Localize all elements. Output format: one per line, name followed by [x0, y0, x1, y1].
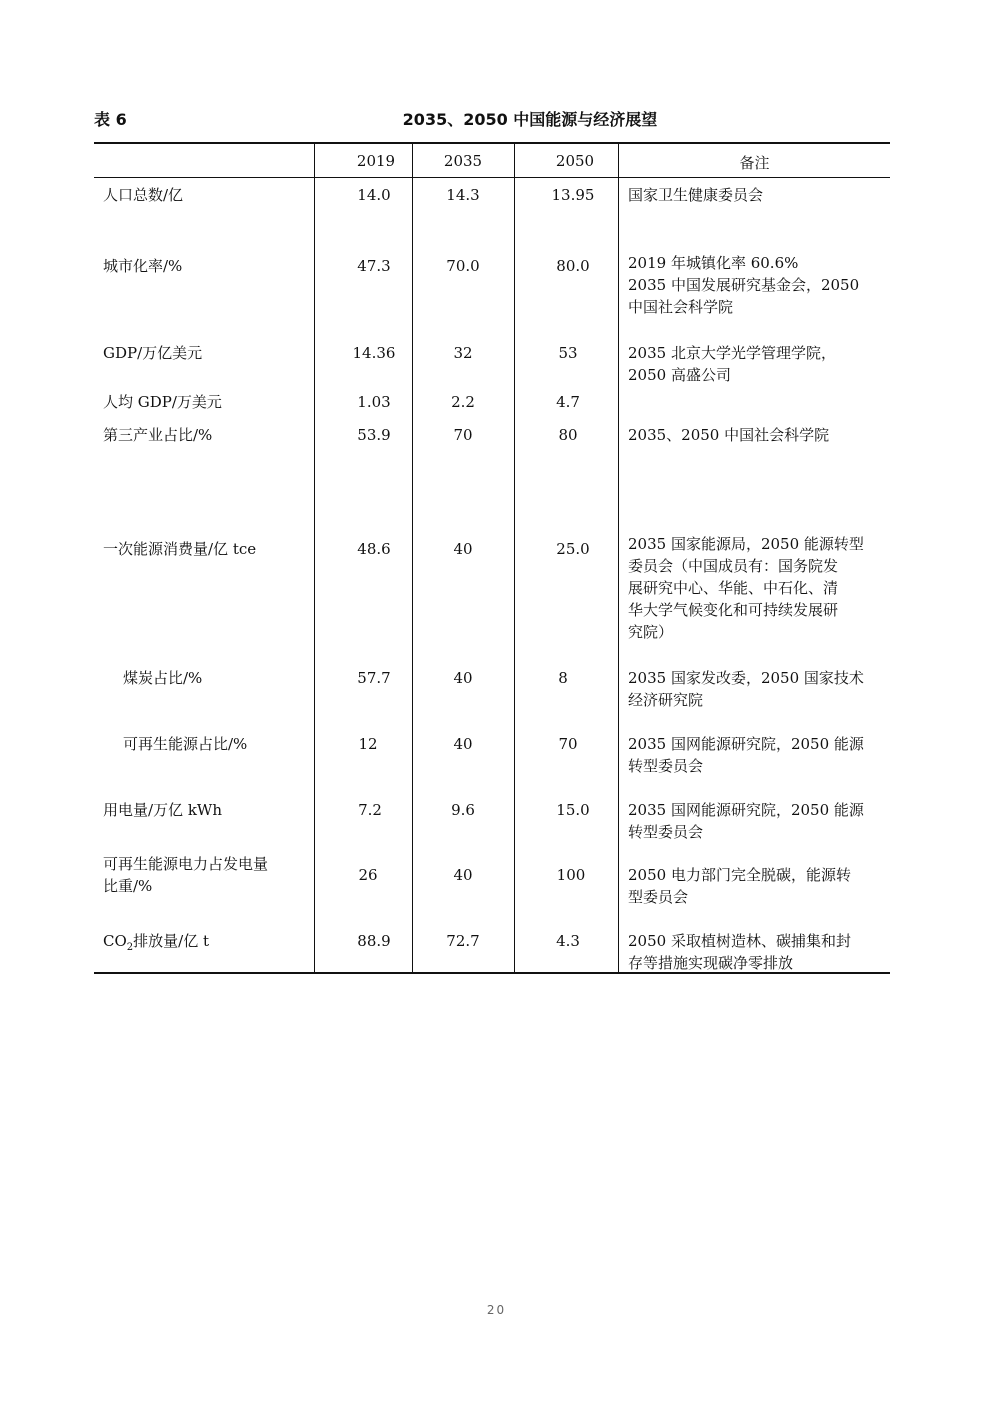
row-label: GDP/万亿美元 — [103, 344, 203, 362]
column-divider — [314, 144, 315, 972]
note-line: 国家卫生健康委员会 — [628, 186, 764, 204]
value-2019: 48.6 — [357, 540, 391, 558]
note-line: 型委员会 — [628, 888, 689, 906]
value-2050: 100 — [556, 866, 586, 884]
note-line: 2035 北京大学光学管理学院， — [628, 344, 836, 362]
note-line: 2050 高盛公司 — [628, 366, 731, 384]
value-2019: 57.7 — [357, 669, 391, 687]
row-note — [628, 799, 886, 843]
note-line: 2019 年城镇化率 60.6% — [628, 254, 799, 272]
row-label: 用电量/万亿 kWh — [103, 801, 222, 819]
value-2035: 40 — [453, 735, 473, 753]
header-2050: 2050 — [555, 152, 595, 170]
header-notes: 备注 — [739, 154, 770, 172]
row-label: 可再生能源占比/% — [123, 735, 248, 753]
value-2019: 12 — [358, 735, 378, 753]
value-2019: 47.3 — [357, 257, 391, 275]
row-label-text: 排放量/亿 t — [133, 932, 210, 950]
value-2050: 25.0 — [556, 540, 590, 558]
value-2035: 70.0 — [446, 257, 480, 275]
note-line: 2035 国网能源研究院，2050 能源 — [628, 801, 864, 819]
row-label — [103, 853, 311, 897]
note-line: 2050 电力部门完全脱碳，能源转 — [628, 866, 851, 884]
note-line: 华大学气候变化和可持续发展研 — [628, 601, 839, 619]
row-label: 人均 GDP/万美元 — [103, 393, 222, 411]
value-2035: 14.3 — [446, 186, 480, 204]
row-note — [628, 667, 886, 711]
note-line: 究院） — [628, 623, 674, 641]
note-line: 2035、2050 中国社会科学院 — [628, 426, 830, 444]
row-note — [628, 342, 886, 386]
note-line: 2035 国网能源研究院，2050 能源 — [628, 735, 864, 753]
note-line: 2035 国家能源局，2050 能源转型 — [628, 535, 864, 553]
table-top-rule — [94, 142, 890, 144]
note-line: 2050 采取植树造林、碳捕集和封 — [628, 932, 851, 950]
row-label — [103, 930, 311, 959]
value-2019: 7.2 — [358, 801, 382, 819]
note-line: 委员会（中国成员有：国务院发 — [628, 557, 839, 575]
note-line: 转型委员会 — [628, 823, 704, 841]
row-label: 人口总数/亿 — [103, 186, 184, 204]
value-2050: 13.95 — [551, 186, 595, 204]
value-2035: 70 — [453, 426, 473, 444]
value-2050: 4.7 — [556, 393, 580, 411]
note-line: 2035 中国发展研究基金会，2050 — [628, 276, 860, 294]
row-note — [628, 533, 886, 643]
row-label-line: 比重/% — [103, 877, 153, 895]
row-note — [628, 252, 886, 318]
note-line: 经济研究院 — [628, 691, 704, 709]
note-line: 2035 国家发改委，2050 国家技术 — [628, 669, 864, 687]
value-2050: 80 — [558, 426, 578, 444]
row-note — [628, 930, 886, 974]
value-2050: 4.3 — [556, 932, 580, 950]
co2-symbol: CO — [103, 932, 127, 950]
header-2035: 2035 — [443, 152, 483, 170]
value-2019: 1.03 — [357, 393, 391, 411]
note-line: 转型委员会 — [628, 757, 704, 775]
value-2050: 15.0 — [556, 801, 590, 819]
row-note — [628, 864, 886, 908]
row-note — [628, 424, 886, 446]
value-2035: 72.7 — [446, 932, 480, 950]
value-2050: 70 — [558, 735, 578, 753]
row-label-line: 可再生能源电力占发电量 — [103, 855, 269, 873]
value-2050: 8 — [558, 669, 568, 687]
value-2035: 9.6 — [451, 801, 475, 819]
value-2035: 32 — [453, 344, 473, 362]
value-2050: 53 — [558, 344, 578, 362]
value-2050: 80.0 — [556, 257, 590, 275]
value-2035: 2.2 — [451, 393, 475, 411]
co2-subscript: 2 — [126, 942, 134, 953]
note-line: 展研究中心、华能、中石化、清 — [628, 579, 839, 597]
value-2019: 14.36 — [352, 344, 396, 362]
table-title: 2035、2050 中国能源与经济展望 — [402, 110, 658, 129]
row-label: 煤炭占比/% — [123, 669, 203, 687]
value-2019: 14.0 — [357, 186, 391, 204]
value-2035: 40 — [453, 540, 473, 558]
value-2019: 26 — [358, 866, 378, 884]
row-label: 一次能源消费量/亿 tce — [103, 540, 257, 558]
value-2035: 40 — [453, 866, 473, 884]
header-2019: 2019 — [356, 152, 396, 170]
row-label: 城市化率/% — [103, 257, 183, 275]
table-number: 表 6 — [94, 110, 127, 129]
row-note — [628, 184, 886, 206]
row-note — [628, 733, 886, 777]
value-2019: 88.9 — [357, 932, 391, 950]
page-number: 20 — [486, 1303, 507, 1317]
row-label: 第三产业占比/% — [103, 426, 213, 444]
table-header-rule — [94, 177, 890, 178]
note-line: 存等措施实现碳净零排放 — [628, 954, 794, 972]
note-line: 中国社会科学院 — [628, 298, 734, 316]
value-2019: 53.9 — [357, 426, 391, 444]
value-2035: 40 — [453, 669, 473, 687]
